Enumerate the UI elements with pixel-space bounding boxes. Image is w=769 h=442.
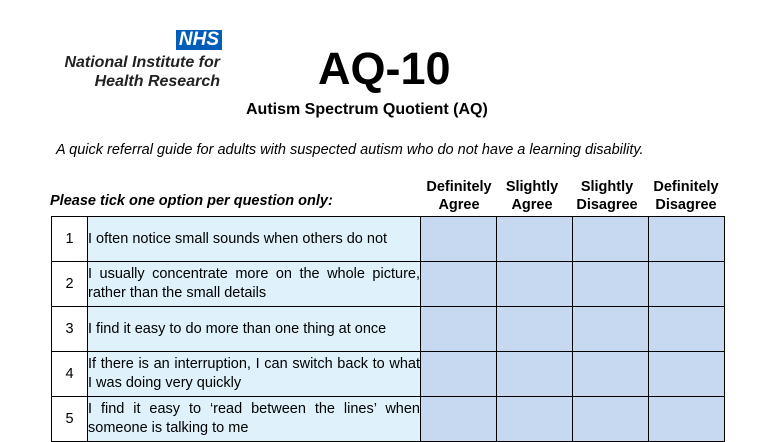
option-cell-slightly-disagree[interactable] — [573, 397, 649, 442]
option-cell-slightly-disagree[interactable] — [573, 217, 649, 262]
question-number: 2 — [52, 262, 88, 307]
column-header-line2: Agree — [511, 197, 553, 213]
option-cell-slightly-disagree[interactable] — [573, 352, 649, 397]
option-cell-slightly-agree[interactable] — [497, 352, 573, 397]
option-cell-definitely-agree[interactable] — [421, 262, 497, 307]
column-header-line1: Definitely — [653, 179, 719, 195]
column-header-line2: Disagree — [576, 197, 638, 213]
question-text: I usually concentrate more on the whole picture, rather than the small details — [88, 262, 421, 307]
question-number: 4 — [52, 352, 88, 397]
option-cell-slightly-disagree[interactable] — [573, 262, 649, 307]
option-cell-definitely-agree[interactable] — [421, 307, 497, 352]
question-number: 5 — [52, 397, 88, 442]
option-cell-slightly-agree[interactable] — [497, 262, 573, 307]
org-name-line-2: Health Research — [94, 73, 220, 90]
instruction-text: Please tick one option per question only: — [50, 193, 333, 209]
questionnaire-table — [51, 216, 725, 442]
option-cell-definitely-disagree[interactable] — [649, 262, 725, 307]
option-cell-definitely-agree[interactable] — [421, 352, 497, 397]
question-text: I often notice small sounds when others do not — [88, 217, 421, 262]
page-subtitle: Autism Spectrum Quotient (AQ) — [246, 101, 488, 118]
table-row — [52, 217, 725, 262]
column-header-definitely-agree — [420, 178, 498, 216]
question-text: I find it easy to ‘read between the lines’ when someone is talking to me — [88, 397, 421, 442]
column-header-line1: Slightly — [505, 179, 559, 195]
option-cell-slightly-agree[interactable] — [497, 217, 573, 262]
option-cell-slightly-agree[interactable] — [497, 307, 573, 352]
table-row — [52, 307, 725, 352]
option-cell-definitely-disagree[interactable] — [649, 352, 725, 397]
nhs-nihr-logo — [60, 30, 222, 91]
option-cell-definitely-disagree[interactable] — [649, 307, 725, 352]
option-cell-definitely-disagree[interactable] — [649, 397, 725, 442]
column-header-definitely-disagree — [646, 178, 726, 216]
nhs-badge: NHS — [176, 30, 222, 50]
table-row — [52, 262, 725, 307]
table-row — [52, 352, 725, 397]
column-header-line1: Slightly — [580, 179, 634, 195]
page-title: AQ-10 — [318, 43, 451, 94]
option-cell-definitely-agree[interactable] — [421, 217, 497, 262]
option-cell-slightly-agree[interactable] — [497, 397, 573, 442]
column-header-line2: Disagree — [655, 197, 717, 213]
org-name-line-1: National Institute for — [64, 54, 220, 71]
option-cell-slightly-disagree[interactable] — [573, 307, 649, 352]
table-row — [52, 397, 725, 442]
question-text: If there is an interruption, I can switch back to what I was doing very quickly — [88, 352, 421, 397]
column-header-line2: Agree — [438, 197, 480, 213]
column-header-slightly-agree — [498, 178, 566, 216]
question-number: 1 — [52, 217, 88, 262]
option-cell-definitely-disagree[interactable] — [649, 217, 725, 262]
question-text: I find it easy to do more than one thing at once — [88, 307, 421, 352]
column-header-line1: Definitely — [426, 179, 492, 195]
question-number: 3 — [52, 307, 88, 352]
option-cell-definitely-agree[interactable] — [421, 397, 497, 442]
column-header-slightly-disagree — [570, 178, 644, 216]
guide-text: A quick referral guide for adults with suspected autism who do not have a learning disability. — [56, 142, 644, 158]
